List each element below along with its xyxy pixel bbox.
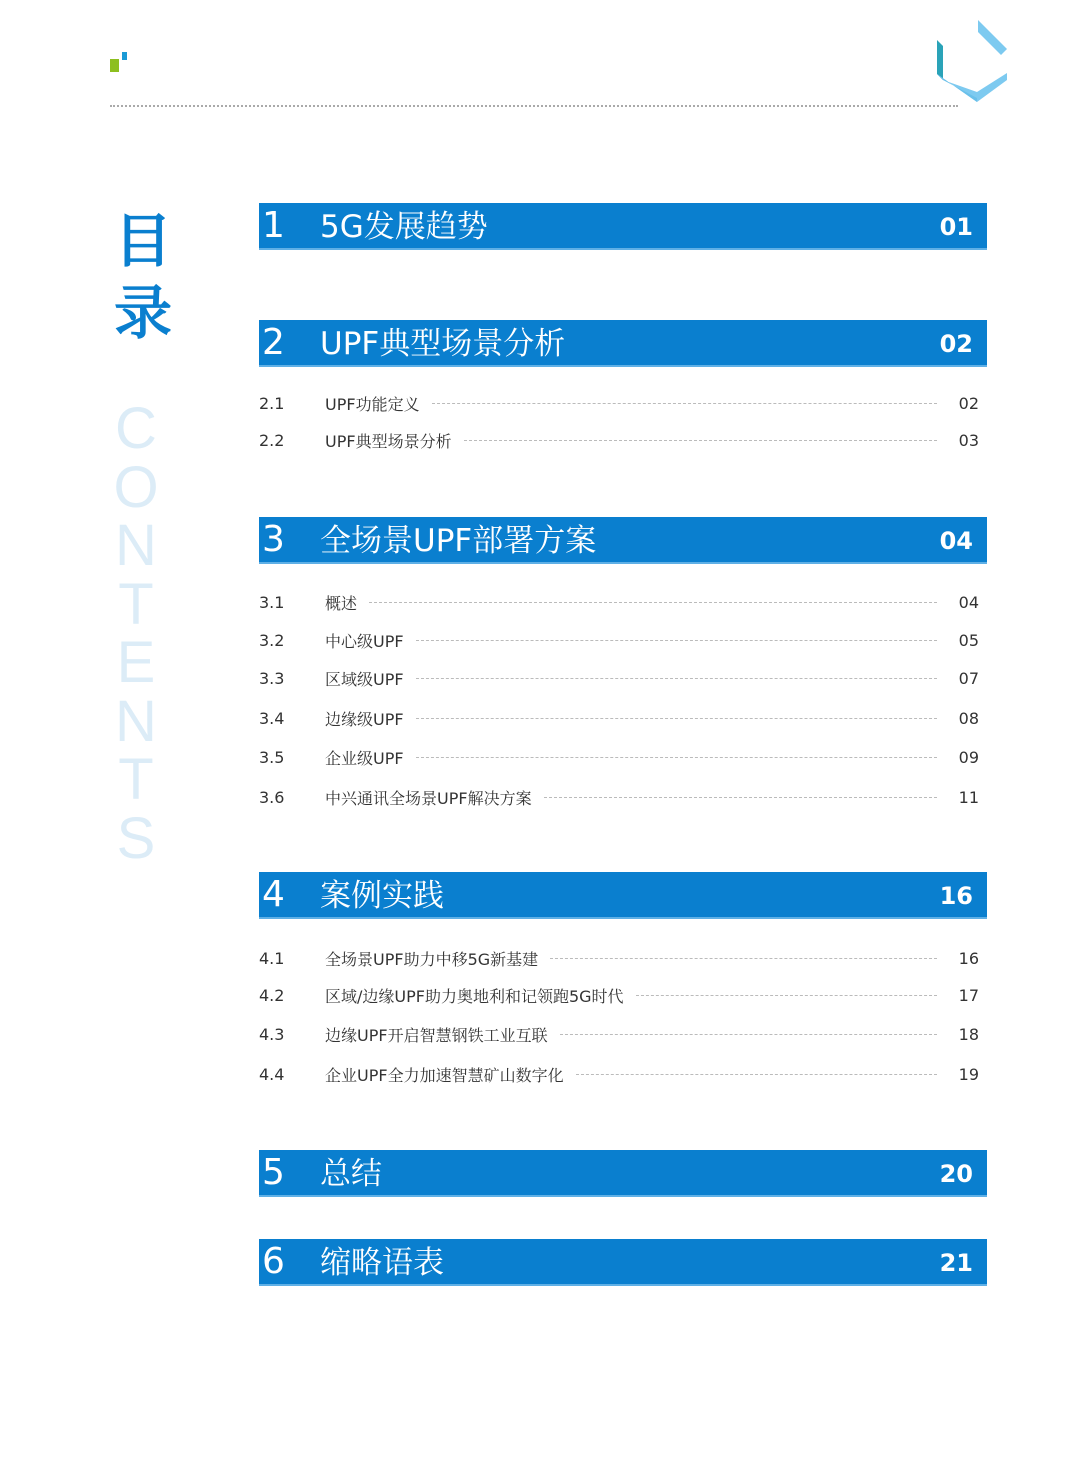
entry-title: 企业UPF全力加速智慧矿山数字化 <box>325 1065 564 1085</box>
toc-entry-3.5[interactable] <box>259 745 979 769</box>
entry-number: 3.2 <box>259 630 285 650</box>
entry-page: 05 <box>958 630 979 650</box>
entry-title: 中心级UPF <box>325 631 404 651</box>
entry-page: 09 <box>958 747 979 767</box>
section-5-heading[interactable] <box>259 1150 987 1197</box>
toc-entry-4.4[interactable] <box>259 1062 979 1086</box>
section-page: 21 <box>939 1249 973 1277</box>
entry-number: 4.4 <box>259 1064 285 1084</box>
entry-page: 11 <box>958 787 979 807</box>
contents-letter: C <box>115 396 157 461</box>
brand-logo-icon <box>935 18 1010 103</box>
section-number: 2 <box>262 322 285 363</box>
toc-entry-3.6[interactable] <box>259 785 979 809</box>
entry-title: 全场景UPF助力中移5G新基建 <box>325 949 539 969</box>
section-6-heading[interactable] <box>259 1239 987 1286</box>
section-number: 3 <box>262 519 285 560</box>
header-divider <box>110 105 958 107</box>
section-title: 全场景UPF部署方案 <box>320 523 597 559</box>
contents-letter: E <box>116 630 156 695</box>
entry-number: 3.4 <box>259 708 285 728</box>
section-title: UPF典型场景分析 <box>320 326 566 362</box>
heading-char: 录 <box>113 279 172 347</box>
toc-entry-3.3[interactable] <box>259 666 979 690</box>
toc-entry-4.1[interactable] <box>259 946 979 970</box>
entry-page: 04 <box>958 592 979 612</box>
contents-letter: N <box>115 513 157 578</box>
entry-number: 3.1 <box>259 592 285 612</box>
dot-leader <box>576 1074 937 1075</box>
dot-leader <box>432 403 937 404</box>
dot-leader <box>464 440 937 441</box>
section-4-heading[interactable] <box>259 872 987 919</box>
contents-watermark <box>106 396 166 871</box>
entry-page: 17 <box>958 985 979 1005</box>
section-number: 4 <box>262 874 285 915</box>
contents-letter: T <box>118 747 154 812</box>
toc-entry-2.2[interactable] <box>259 428 979 452</box>
entry-number: 2.2 <box>259 430 285 450</box>
dot-leader <box>550 958 937 959</box>
toc-entry-4.2[interactable] <box>259 983 979 1007</box>
heading-char: 目 <box>113 207 172 275</box>
dot-leader <box>560 1034 937 1035</box>
dot-leader <box>416 757 937 758</box>
entry-number: 4.1 <box>259 948 285 968</box>
contents-letter: O <box>113 454 159 520</box>
entry-title: 区域/边缘UPF助力奥地利和记领跑5G时代 <box>325 986 624 1006</box>
entry-title: 边缘UPF开启智慧钢铁工业互联 <box>325 1025 548 1045</box>
entry-page: 18 <box>958 1024 979 1044</box>
entry-number: 3.5 <box>259 747 285 767</box>
entry-title: 边缘级UPF <box>325 709 404 729</box>
contents-letter: T <box>118 571 154 637</box>
section-title: 缩略语表 <box>320 1245 444 1281</box>
entry-number: 2.1 <box>259 393 285 413</box>
section-number: 5 <box>262 1152 285 1193</box>
toc-entry-3.1[interactable] <box>259 590 979 614</box>
entry-title: 概述 <box>325 593 358 613</box>
entry-page: 16 <box>958 948 979 968</box>
entry-title: 企业级UPF <box>325 748 404 768</box>
entry-number: 4.2 <box>259 985 285 1005</box>
toc-entry-2.1[interactable] <box>259 391 979 415</box>
entry-page: 07 <box>958 668 979 688</box>
section-title: 5G发展趋势 <box>320 209 488 245</box>
entry-page: 03 <box>958 430 979 450</box>
contents-letter: N <box>115 688 157 754</box>
toc-heading <box>110 205 176 349</box>
entry-title: UPF功能定义 <box>325 394 420 414</box>
dot-leader <box>544 797 937 798</box>
entry-title: 中兴通讯全场景UPF解决方案 <box>325 788 532 808</box>
section-page: 04 <box>939 527 973 555</box>
section-page: 20 <box>939 1160 973 1188</box>
entry-number: 3.3 <box>259 668 285 688</box>
section-3-heading[interactable] <box>259 517 987 564</box>
section-number: 6 <box>262 1241 285 1282</box>
section-page: 01 <box>939 213 973 241</box>
section-title: 总结 <box>320 1156 382 1192</box>
corner-logo-blue <box>122 52 127 60</box>
toc-entry-4.3[interactable] <box>259 1022 979 1046</box>
contents-letter: S <box>116 805 156 871</box>
entry-page: 19 <box>958 1064 979 1084</box>
dot-leader <box>416 678 937 679</box>
corner-logo-green <box>110 59 119 72</box>
dot-leader <box>416 718 937 719</box>
entry-page: 08 <box>958 708 979 728</box>
section-1-heading[interactable] <box>259 203 987 250</box>
toc-entry-3.2[interactable] <box>259 628 979 652</box>
section-2-heading[interactable] <box>259 320 987 367</box>
dot-leader <box>416 640 937 641</box>
section-number: 1 <box>262 205 285 246</box>
dot-leader <box>369 602 937 603</box>
entry-title: 区域级UPF <box>325 669 404 689</box>
entry-title: UPF典型场景分析 <box>325 431 452 451</box>
entry-page: 02 <box>958 393 979 413</box>
entry-number: 3.6 <box>259 787 285 807</box>
section-title: 案例实践 <box>320 878 444 914</box>
section-page: 02 <box>939 330 973 358</box>
toc-entry-3.4[interactable] <box>259 706 979 730</box>
entry-number: 4.3 <box>259 1024 285 1044</box>
dot-leader <box>636 995 937 996</box>
section-page: 16 <box>939 882 973 910</box>
